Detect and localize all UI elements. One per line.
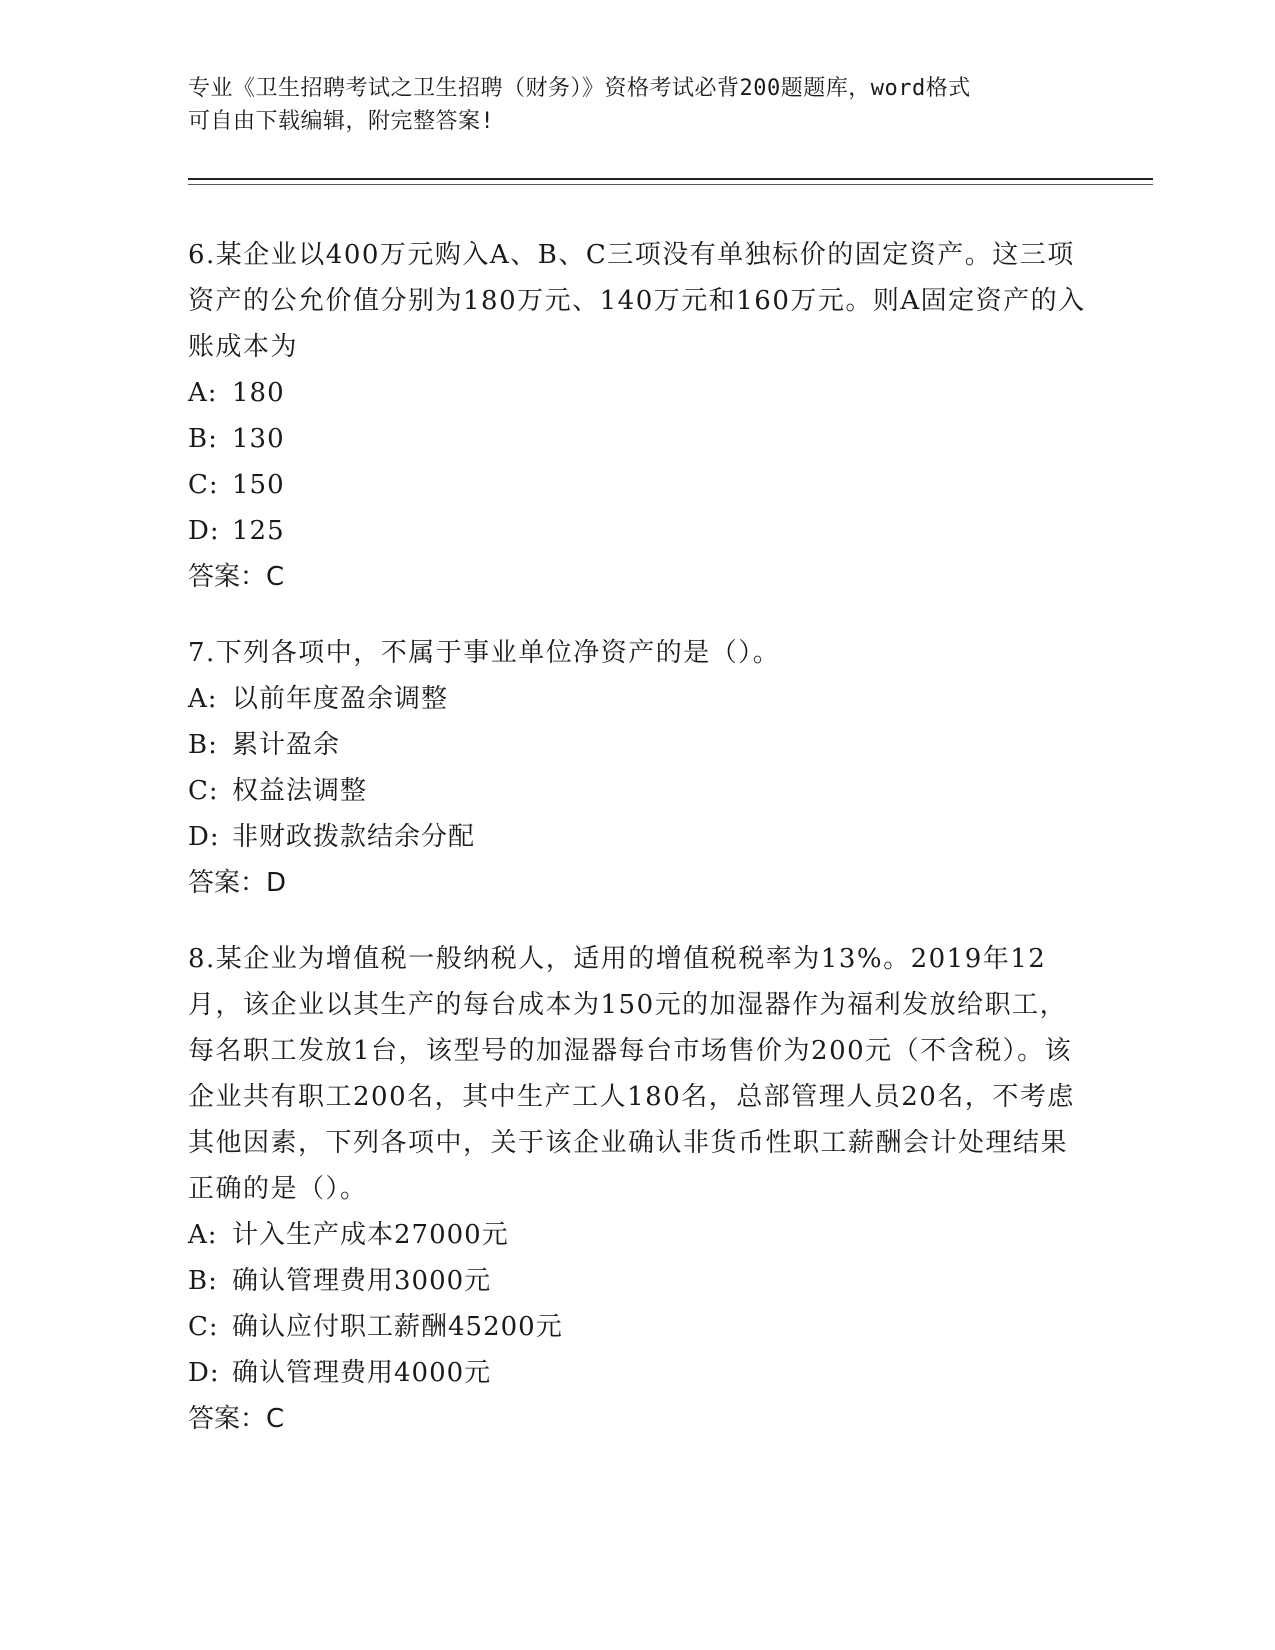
option-d [188,814,1088,860]
option-key: A: [188,684,218,714]
option-text: 130 [232,424,285,454]
option-a [188,370,1088,416]
option-d [188,1350,1088,1396]
option-key: D: [188,516,220,546]
option-text: 确认管理费用3000元 [232,1266,492,1296]
option-key: B: [188,1266,218,1296]
option-b [188,1258,1088,1304]
answer-line: 答案：C [188,562,285,592]
option-text: 计入生产成本27000元 [232,1220,509,1250]
question-stem: 7.下列各项中，不属于事业单位净资产的是（）。 [188,638,781,668]
question-stem: 8.某企业为增值税一般纳税人，适用的增值税税率为13%。2019年12月，该企业以其生产的每台成本为150元的加湿器作为福利发放给职工，每名职工发放1台，该型号的加湿器每台市场售价为200元（不含税）。该企业共有职工200名，其中生产工人180名，总部管理人员20名，不考虑其他因素，下列各项中，关于该企业确认非货币性职工薪酬会计处理结果正确的是（）。 [188,944,1075,1204]
option-key: C: [188,1312,219,1342]
option-key: A: [188,378,218,408]
header-line-1: 专业《卫生招聘考试之卫生招聘（财务）》资格考试必背200题题库，word格式 [188,76,971,101]
document-header [188,72,1088,138]
option-key: A: [188,1220,218,1250]
option-c [188,462,1088,508]
option-key: B: [188,424,218,454]
question-8 [188,936,1088,1442]
option-text: 确认管理费用4000元 [232,1358,492,1388]
option-text: 125 [232,516,285,546]
question-6 [188,232,1088,600]
option-key: B: [188,730,218,760]
option-c [188,768,1088,814]
header-divider-thin [188,184,1153,185]
question-7 [188,630,1088,906]
option-b [188,416,1088,462]
option-key: C: [188,776,219,806]
answer-line: 答案：D [188,868,287,898]
option-text: 以前年度盈余调整 [232,684,449,714]
option-a [188,1212,1088,1258]
option-key: C: [188,470,219,500]
option-text: 权益法调整 [232,776,368,806]
option-text: 180 [232,378,285,408]
option-key: D: [188,1358,220,1388]
option-text: 非财政拨款结余分配 [232,822,476,852]
option-a [188,676,1088,722]
header-divider-thick [188,178,1153,180]
option-c [188,1304,1088,1350]
option-b [188,722,1088,768]
answer-line: 答案：C [188,1404,285,1434]
option-text: 累计盈余 [232,730,341,760]
question-stem: 6.某企业以400万元购入A、B、C三项没有单独标价的固定资产。这三项资产的公允价值分别为180万元、140万元和160万元。则A固定资产的入账成本为 [188,240,1086,362]
header-line-2: 可自由下载编辑，附完整答案! [188,109,495,134]
option-text: 150 [232,470,285,500]
option-text: 确认应付职工薪酬45200元 [232,1312,563,1342]
option-d [188,508,1088,554]
option-key: D: [188,822,220,852]
question-list [188,232,1088,1472]
